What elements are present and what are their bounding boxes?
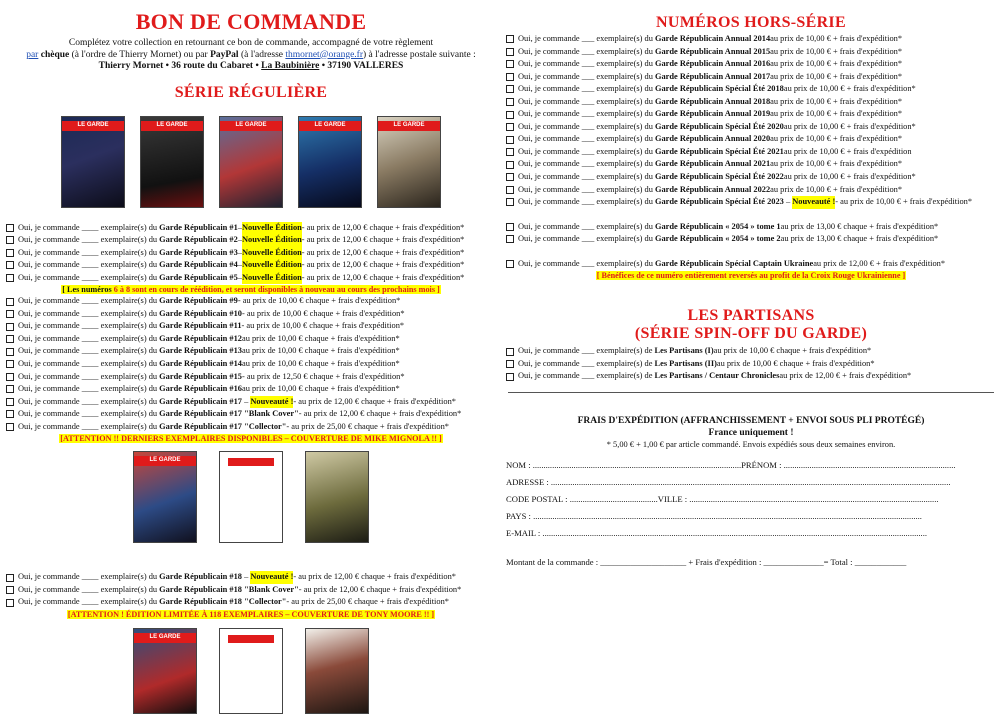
order-line-price: - au prix de 12,00 € chaque + frais d'expédition* (301, 222, 465, 232)
shipping-section (506, 415, 996, 451)
order-line-price: au prix de 10,00 € + frais d'expédition* (770, 46, 903, 56)
cover-image: LE GARDE (219, 116, 283, 208)
order-line-prefix: Oui, je commande ____ exemplaire(s) du (18, 584, 158, 594)
order-line-prefix: Oui, je commande ____ exemplaire(s) du (18, 296, 158, 306)
intro-paypal: PayPal (210, 49, 239, 60)
order-line-item: Garde Républicain #9 (159, 296, 238, 306)
checkbox[interactable] (506, 111, 514, 119)
regular-list (6, 295, 496, 433)
order-line-item: Garde Républicain Annual 2020 (654, 134, 771, 144)
order-line (506, 146, 996, 159)
order-line-item: Garde Républicain #17 "Blank Cover" (159, 409, 299, 419)
order-line-price: au prix de 12,00 € + frais d'expédition* (779, 371, 912, 381)
notice-17: [ATTENTION !! DERNIERS EXEMPLAIRES DISPONIBLES – COUVERTURE DE MIKE MIGNOLA !! ] (60, 434, 442, 444)
order-line-prefix: Oui, je commande ___ exemplaire(s) de (518, 371, 653, 381)
order-line-tag: Nouveauté ! (792, 196, 835, 209)
order-line-prefix: Oui, je commande ____ exemplaire(s) du (18, 384, 158, 394)
checkbox[interactable] (506, 198, 514, 206)
order-line (506, 221, 996, 234)
order-line-dash: – (237, 272, 242, 282)
order-line-item: Garde Républicain Spécial Été 2022 (654, 172, 784, 182)
order-line-price: - au prix de 25,00 € chaque + frais d'expédition* (286, 421, 449, 431)
order-line-prefix: Oui, je commande ____ exemplaire(s) du (18, 572, 158, 582)
checkbox[interactable] (6, 298, 14, 306)
order-line (506, 370, 996, 383)
order-line-item: Garde Républicain #5 (159, 272, 238, 282)
cover-image: LE GARDE (140, 116, 204, 208)
order-line (506, 184, 996, 197)
order-line (506, 33, 996, 46)
checkbox[interactable] (6, 323, 14, 331)
order-line-prefix: Oui, je commande ___ exemplaire(s) du (518, 146, 653, 156)
checkbox[interactable] (506, 98, 514, 106)
checkbox[interactable] (506, 373, 514, 381)
order-line (506, 71, 996, 84)
checkbox[interactable] (6, 348, 14, 356)
right-column (506, 14, 996, 571)
covers-17 (6, 451, 496, 543)
order-line-item: Garde Républicain Spécial Été 2020 (654, 121, 784, 131)
order-line: Oui, je commande ____ exemplaire(s) du Garde Républicain #18 – Nouveauté ! - au prix de 12,00 € chaque + frais d'expédition* (6, 571, 496, 584)
order-line (506, 58, 996, 71)
address-town: La Baubinière (261, 61, 320, 71)
checkbox[interactable] (506, 186, 514, 194)
order-line-prefix: Oui, je commande ___ exemplaire(s) du (518, 172, 653, 182)
order-line-prefix: Oui, je commande ____ exemplaire(s) du (18, 597, 158, 607)
page-title: BON DE COMMANDE (135, 9, 367, 34)
order-line-price: - au prix de 12,00 € chaque + frais d'expédition* (293, 572, 456, 582)
checkbox[interactable] (6, 599, 14, 607)
checkbox[interactable] (6, 224, 14, 232)
order-line-prefix: Oui, je commande ___ exemplaire(s) du (518, 34, 653, 43)
order-line-prefix: Oui, je commande ____ exemplaire(s) du (18, 321, 158, 331)
order-line-price: - au prix de 10,00 € + frais d'expédition* (835, 197, 973, 207)
partisans-subtitle: (SÉRIE SPIN-OFF DU GARDE) (634, 325, 868, 343)
intro-cheque: chèque (40, 49, 70, 60)
intro-line-1: Complétez votre collection en retournant ce bon de commande, accompagné de votre règlement (68, 38, 434, 48)
divider (508, 392, 994, 393)
order-line (6, 308, 496, 321)
checkbox[interactable] (6, 373, 14, 381)
order-line-item: Garde Républicain Spécial Captain Ukraine (654, 258, 814, 268)
order-line-price: - au prix de 12,00 € chaque + frais d'expédition* (301, 235, 465, 245)
order-line-price: au prix de 10,00 € chaque + frais d'expédition* (716, 358, 875, 368)
order-line-price: au prix de 10,00 € + frais d'expédition* (770, 59, 903, 69)
cover-image: LE GARDE (377, 116, 441, 208)
checkbox[interactable] (506, 48, 514, 56)
checkbox[interactable] (506, 35, 514, 43)
order-line-prefix: Oui, je commande ___ exemplaire(s) du (518, 109, 653, 119)
intro-par: par (26, 49, 39, 60)
order-line (6, 333, 496, 346)
cover-image (305, 628, 369, 714)
checkbox[interactable] (6, 249, 14, 257)
order-line-item: Garde Républicain Annual 2018 (654, 96, 771, 106)
order-line-prefix: Oui, je commande ___ exemplaire(s) du (518, 84, 653, 94)
country-field[interactable]: PAYS : ..................................................................................................................................................................................... (506, 510, 922, 521)
order-line-price: - au prix de 12,00 € chaque + frais d'expédition* (293, 396, 456, 406)
order-line (506, 46, 996, 59)
order-line-prefix: Oui, je commande ____ exemplaire(s) du (18, 358, 158, 368)
checkbox[interactable] (6, 586, 14, 594)
order-line-item: Garde Républicain Annual 2022 (654, 184, 771, 194)
order-line-price: - au prix de 12,50 € chaque + frais d'expédition* (242, 371, 405, 381)
cover-image: LE GARDE (133, 628, 197, 714)
order-line-item: Garde Républicain #18 "Blank Cover" (159, 584, 299, 594)
order-line-dash: – (237, 222, 242, 232)
checkbox[interactable] (506, 123, 514, 131)
order-line (6, 345, 496, 358)
order-line-prefix: Oui, je commande ___ exemplaire(s) de (518, 358, 653, 368)
intro-end: ) à l'adresse postale suivante : (363, 49, 476, 60)
order-line-price: au prix de 10,00 € + frais d'expédition* (770, 134, 903, 144)
order-line: Oui, je commande ____ exemplaire(s) du Garde Républicain #17 – Nouveauté ! - au prix de 12,00 € chaque + frais d'expédition* (6, 396, 496, 409)
reprint-notice-a: [ Les numéros (62, 285, 112, 295)
order-line-price: - au prix de 12,00 € chaque + frais d'expédition* (298, 584, 462, 594)
order-line-item: Garde Républicain #12 (159, 333, 242, 343)
order-line-tag: Nouvelle Édition (242, 222, 302, 235)
order-line (6, 596, 496, 609)
order-line-price: au prix de 10,00 € + frais d'expédition (783, 146, 912, 156)
postal-city-field[interactable]: CODE POSTAL : .........................................VILLE : .................................................................................................................... (506, 493, 939, 504)
order-line-prefix: Oui, je commande ____ exemplaire(s) du (18, 235, 158, 245)
order-line-price: - au prix de 10,00 € chaque + frais d'expédition* (237, 296, 401, 306)
order-line-item: Garde Républicain #4 (159, 260, 238, 270)
checkbox[interactable] (506, 136, 514, 144)
hors-serie-list (506, 33, 996, 209)
order-line-price: - au prix de 12,00 € chaque + frais d'expédition* (301, 247, 465, 257)
order-line-prefix: Oui, je commande ___ exemplaire(s) du (518, 258, 653, 268)
order-line-item: Garde Républicain Annual 2016 (654, 59, 771, 69)
order-line-price: - au prix de 10,00 € chaque + frais d'expédition* (242, 308, 405, 318)
order-line (506, 96, 996, 109)
left-column (6, 10, 496, 714)
checkbox[interactable] (506, 73, 514, 81)
order-line-price: au prix de 10,00 € + frais d'expédition* (770, 71, 903, 81)
list-18 (6, 571, 496, 609)
order-line-prefix: Oui, je commande ____ exemplaire(s) du (18, 247, 158, 257)
order-line-prefix: Oui, je commande ____ exemplaire(s) du (18, 371, 158, 381)
order-line-prefix: Oui, je commande ____ exemplaire(s) du (18, 421, 158, 431)
reprint-notice-b: 6 à 8 sont en cours de réédition, et seront disponibles à nouveau au cours des prochains mois ] (113, 285, 440, 295)
order-line (6, 259, 496, 272)
order-line-item: Garde Républicain Annual 2019 (654, 109, 771, 119)
order-line-item: Garde Républicain #3 (159, 247, 238, 257)
intro-line-2 (6, 50, 496, 62)
partisans-list (506, 345, 996, 383)
order-line-item: Garde Républicain #18 "Collector" (159, 597, 287, 607)
order-line (6, 383, 496, 396)
order-line-prefix: Oui, je commande ___ exemplaire(s) du (518, 134, 653, 144)
order-line-tag: Nouvelle Édition (242, 259, 302, 272)
order-line (6, 222, 496, 235)
order-line-item: Garde Républicain « 2054 » tome 2 (654, 234, 781, 244)
order-line-item: Garde Républicain #17 (159, 396, 242, 406)
order-line: Oui, je commande ___ exemplaire(s) du Garde Républicain Spécial Été 2023 – Nouveauté ! - au prix de 10,00 € + frais d'expédition* (506, 196, 996, 209)
order-line-prefix: Oui, je commande ____ exemplaire(s) du (18, 409, 158, 419)
order-line (506, 83, 996, 96)
checkbox[interactable] (6, 274, 14, 282)
intro-addr-pre: (à l'adresse (240, 49, 284, 60)
intro-text (6, 38, 496, 73)
order-line-price: au prix de 10,00 € + frais d'expédition* (770, 184, 903, 194)
order-line-item: Garde Républicain #2 (159, 235, 238, 245)
order-line (506, 258, 996, 271)
regular-series-title: SÉRIE RÉGULIÈRE (174, 83, 328, 101)
order-line-price: au prix de 10,00 € + frais d'expédition* (783, 121, 916, 131)
cover-image: LE GARDE (133, 451, 197, 543)
address-part-b: • 37190 VALLERES (321, 61, 404, 71)
address-part-a: Thierry Mornet • 36 route du Cabaret • (98, 61, 259, 71)
order-line-prefix: Oui, je commande ____ exemplaire(s) du (18, 346, 158, 356)
checkbox[interactable] (506, 173, 514, 181)
address-field[interactable]: ADRESSE : .......................................................................................................................................................................................... (506, 476, 951, 487)
order-line (506, 108, 996, 121)
checkbox[interactable] (6, 574, 14, 582)
order-line-item: Garde Républicain Annual 2015 (654, 46, 771, 56)
order-line-item: Garde Républicain Annual 2017 (654, 71, 771, 81)
order-line-prefix: Oui, je commande ___ exemplaire(s) du (518, 96, 653, 106)
order-line (506, 158, 996, 171)
order-line (506, 121, 996, 134)
order-line-prefix: Oui, je commande ___ exemplaire(s) du (518, 71, 653, 81)
email-link[interactable]: thmornet@orange.fr (285, 49, 363, 60)
order-line-prefix: Oui, je commande ____ exemplaire(s) du (18, 333, 158, 343)
order-line-item: Les Partisans (II) (654, 358, 717, 368)
order-line-item: Garde Républicain Annual 2014 (654, 34, 771, 43)
order-line-price: au prix de 10,00 € + frais d'expédition* (770, 34, 903, 43)
order-line-dash: – (237, 260, 242, 270)
email-field[interactable]: E-MAIL : ................................................................................................................................................................................... (506, 527, 928, 538)
order-line (6, 247, 496, 260)
checkbox[interactable] (6, 423, 14, 431)
order-line (6, 272, 496, 285)
order-line-prefix: Oui, je commande ___ exemplaire(s) du (518, 184, 653, 194)
checkbox[interactable] (506, 360, 514, 368)
order-line-prefix: Oui, je commande ___ exemplaire(s) du (518, 159, 653, 169)
reprint-notice (6, 284, 496, 295)
order-line-prefix: Oui, je commande ___ exemplaire(s) du (518, 197, 653, 207)
order-line-price: au prix de 10,00 € + frais d'expédition* (783, 172, 916, 182)
order-line-item: Garde Républicain #13 (159, 346, 242, 356)
order-line-price: - au prix de 12,00 € chaque + frais d'expédition* (298, 409, 462, 419)
checkbox[interactable] (506, 148, 514, 156)
order-line-price: - au prix de 12,00 € chaque + frais d'expédition* (301, 260, 465, 270)
notice-18: [ATTENTION ! ÉDITION LIMITÉE À 118 EXEMPLAIRES – COUVERTURE DE TONY MOORE !! ] (67, 609, 435, 619)
order-line (6, 358, 496, 371)
order-total-field[interactable]: Montant de la commande : ____________________ + Frais d'expédition : ______________= Total : ____________ (506, 556, 907, 567)
order-line-price: au prix de 10,00 € chaque + frais d'expédition* (242, 346, 400, 356)
shipping-heading: FRAIS D'EXPÉDITION (AFFRANCHISSEMENT + ENVOI SOUS PLI PROTÉGÉ) (577, 415, 925, 426)
order-line-price: au prix de 10,00 € + frais d'expédition* (770, 96, 903, 106)
order-line-tag: Nouveauté ! (250, 396, 293, 409)
order-line-item: Garde Républicain #15 (159, 371, 242, 381)
list-2054 (506, 221, 996, 246)
checkbox[interactable] (6, 261, 14, 269)
checkbox[interactable] (506, 85, 514, 93)
order-line-prefix: Oui, je commande ____ exemplaire(s) du (18, 260, 158, 270)
checkbox[interactable] (6, 385, 14, 393)
checkbox[interactable] (506, 260, 514, 268)
order-line-item: Garde Républicain Spécial Été 2023 (654, 197, 784, 207)
order-line-price: au prix de 10,00 € + frais d'expédition* (770, 109, 903, 119)
checkbox[interactable] (506, 235, 514, 243)
checkbox[interactable] (6, 398, 14, 406)
order-line-tag: Nouvelle Édition (242, 247, 302, 260)
cover-image: LE GARDE (61, 116, 125, 208)
order-line-price: au prix de 13,00 € chaque + frais d'expédition* (780, 234, 939, 244)
name-field[interactable]: NOM : .................................................................................................PRÉNOM : ................................................................................ (506, 459, 956, 470)
order-line (6, 421, 496, 434)
order-line (6, 320, 496, 333)
order-line-item: Garde Républicain #10 (159, 308, 242, 318)
partisans-title: LES PARTISANS (687, 307, 815, 325)
order-line (6, 371, 496, 384)
order-line-item: Garde Républicain #11 (159, 321, 242, 331)
order-line-prefix: Oui, je commande ____ exemplaire(s) du (18, 222, 158, 232)
order-line-item: Garde Républicain Annual 2021 (654, 159, 771, 169)
order-line-price: au prix de 10,00 € chaque + frais d'expédition* (242, 384, 400, 394)
checkbox[interactable] (506, 223, 514, 231)
order-line-prefix: Oui, je commande ____ exemplaire(s) du (18, 396, 158, 406)
order-line-item: Garde Républicain #16 (159, 384, 242, 394)
order-line-tag: Nouvelle Édition (242, 234, 302, 247)
order-line (506, 133, 996, 146)
order-line-price: au prix de 10,00 € + frais d'expédition* (783, 84, 916, 94)
order-line-price: au prix de 10,00 € chaque + frais d'expédition* (242, 358, 400, 368)
order-line-price: - au prix de 25,00 € chaque + frais d'expédition* (286, 597, 449, 607)
order-line (506, 345, 996, 358)
order-line-price: - au prix de 12,00 € chaque + frais d'expédition* (301, 272, 465, 282)
order-line-dash: – (237, 235, 242, 245)
ukraine-list (506, 258, 996, 271)
order-line (506, 233, 996, 246)
hors-serie-title: NUMÉROS HORS-SÉRIE (656, 14, 846, 31)
order-line-item: Garde Républicain #1 (159, 222, 238, 232)
shipping-subheading: France uniquement ! (708, 427, 794, 438)
order-line (6, 584, 496, 597)
order-line-tag: Nouveauté ! (250, 571, 293, 584)
checkbox[interactable] (6, 310, 14, 318)
intro-mid: (à l'ordre de Thierry Mornet) ou par (71, 49, 208, 60)
order-line-price: au prix de 12,00 € + frais d'expédition* (813, 258, 946, 268)
covers-18 (6, 628, 496, 714)
cover-image (219, 451, 283, 543)
order-line-item: Garde Républicain « 2054 » tome 1 (654, 221, 781, 231)
order-line-prefix: Oui, je commande ____ exemplaire(s) du (18, 308, 158, 318)
notice-ukraine: [ Bénéfices de ce numéro entièrement reversés au profit de la Croix Rouge Ukrainienne ] (596, 271, 906, 281)
order-line-price: au prix de 10,00 € chaque + frais d'expédition* (242, 333, 400, 343)
cover-image (305, 451, 369, 543)
order-line-prefix: Oui, je commande ___ exemplaire(s) du (518, 234, 653, 244)
order-line-prefix: Oui, je commande ___ exemplaire(s) de (518, 346, 653, 356)
shipping-note: * 5,00 € + 1,00 € par article commandé. Envois expédiés sous deux semaines environ. (606, 439, 896, 449)
customer-fields (506, 457, 996, 571)
order-line-price: au prix de 10,00 € + frais d'expédition* (770, 159, 903, 169)
order-line (506, 171, 996, 184)
new-edition-list (6, 222, 496, 285)
cover-image: LE GARDE (298, 116, 362, 208)
order-line-prefix: Oui, je commande ___ exemplaire(s) du (518, 121, 653, 131)
cover-image (219, 628, 283, 714)
order-line-prefix: Oui, je commande ___ exemplaire(s) du (518, 46, 653, 56)
checkbox[interactable] (506, 348, 514, 356)
order-line-price: au prix de 13,00 € chaque + frais d'expédition* (780, 221, 939, 231)
order-line-item: Garde Républicain Spécial Été 2018 (654, 84, 784, 94)
order-line-prefix: Oui, je commande ___ exemplaire(s) du (518, 221, 653, 231)
order-line-prefix: Oui, je commande ___ exemplaire(s) du (518, 59, 653, 69)
checkbox[interactable] (506, 161, 514, 169)
order-line (6, 234, 496, 247)
order-line-tag: Nouvelle Édition (242, 272, 302, 285)
checkbox[interactable] (6, 236, 14, 244)
order-line-item: Garde Républicain #14 (159, 358, 242, 368)
regular-covers (6, 116, 496, 208)
order-line-item: Garde Républicain #18 (159, 572, 242, 582)
order-line-item: Les Partisans (I) (654, 346, 714, 356)
order-line-item: Garde Républicain #17 "Collector" (159, 421, 287, 431)
checkbox[interactable] (6, 335, 14, 343)
order-line-item: Les Partisans / Centaur Chronicles (654, 371, 780, 381)
order-line (506, 358, 996, 371)
order-line-price: au prix de 10,00 € chaque + frais d'expédition* (713, 346, 872, 356)
order-line-dash: – (237, 247, 242, 257)
postal-address (6, 61, 496, 73)
order-line-prefix: Oui, je commande ____ exemplaire(s) du (18, 272, 158, 282)
order-line (6, 295, 496, 308)
order-line (6, 408, 496, 421)
checkbox[interactable] (6, 360, 14, 368)
checkbox[interactable] (6, 410, 14, 418)
order-line-item: Garde Républicain Spécial Été 2021 (654, 146, 784, 156)
checkbox[interactable] (506, 60, 514, 68)
order-line-price: - au prix de 10,00 € chaque + frais d'expédition* (241, 321, 405, 331)
